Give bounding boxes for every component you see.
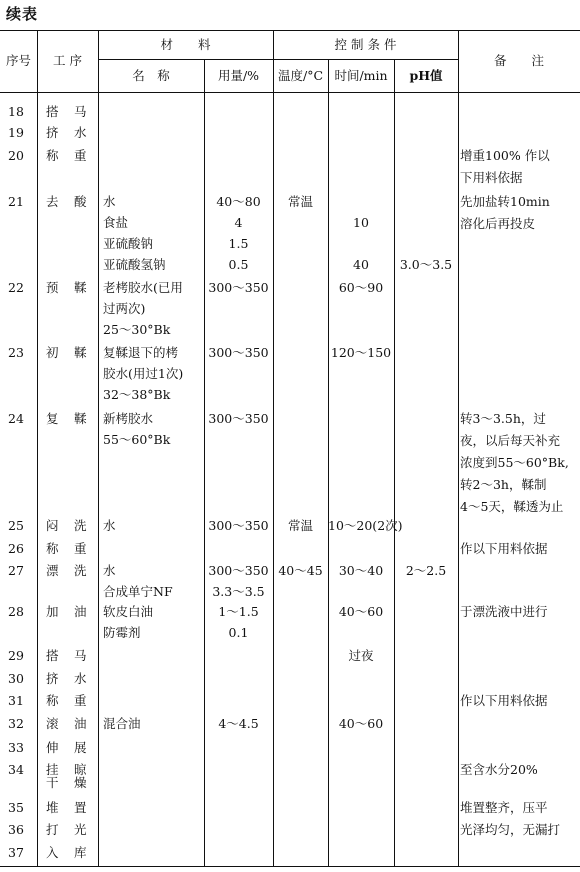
time-cell: 40 [353,257,369,272]
ph-cell: 3.0～3.5 [399,257,453,272]
process-char: 复 [46,411,59,426]
temp-cell: 常温 [287,194,313,209]
amount-cell: 300～350 [208,518,269,533]
process-char: 预 [46,280,59,295]
amount-cell: 300～350 [208,411,269,426]
time-cell: 过夜 [348,648,374,663]
process-char: 入 [46,845,59,860]
time-cell: 10～20(2次) [328,518,403,533]
row-number: 22 [8,280,24,295]
notes-cell: 转3～3.5h，过 [460,411,546,426]
row-number: 31 [8,693,24,708]
notes-cell: 转2～3h，鞣制 [460,477,547,492]
name-cell: 亚硫酸钠 [103,236,154,251]
temp-cell: 常温 [287,518,313,533]
amount-cell: 40～80 [216,194,261,209]
row-number: 36 [8,822,24,837]
amount-cell: 0.1 [228,625,249,640]
header-ph: pH值 [409,68,443,83]
name-cell: 水 [103,194,116,209]
process-char: 光 [74,822,87,837]
row-number: 35 [8,800,24,815]
row-number: 24 [8,411,24,426]
process-char: 堆 [46,800,59,815]
process-char: 搭 [46,648,59,663]
notes-cell: 作以下用料依据 [460,541,548,556]
name-cell: 32～38°Bk [103,387,171,402]
process-char: 挤 [46,671,59,686]
row-number: 34 [8,762,24,777]
amount-cell: 3.3～3.5 [212,584,265,599]
name-cell: 混合油 [103,716,141,731]
col-divider [328,59,329,866]
process-char: 燥 [74,775,87,790]
header-bottom-rule [0,92,580,93]
notes-cell: 溶化后再投皮 [460,216,536,231]
row-number: 32 [8,716,24,731]
process-char: 闷 [46,518,59,533]
row-number: 37 [8,845,24,860]
row-number: 23 [8,345,24,360]
col-divider [273,30,274,866]
name-cell: 55～60°Bk [103,432,171,447]
row-number: 20 [8,148,24,163]
process-char: 鞣 [74,411,87,426]
temp-cell: 40～45 [278,563,323,578]
amount-cell: 300～350 [208,345,269,360]
process-char: 晾 [74,762,87,777]
name-cell: 水 [103,563,116,578]
header-time: 时间/min [334,68,388,83]
row-number: 19 [8,125,24,140]
notes-cell: 于漂洗液中进行 [460,604,548,619]
header-control: 控 制 条 件 [334,37,397,52]
notes-cell: 浓度到55～60°Bk, [460,455,569,470]
name-cell: 复鞣退下的栲 [103,345,179,360]
header-process: 工 序 [53,53,82,68]
row-number: 29 [8,648,24,663]
row-number: 33 [8,740,24,755]
notes-cell: 光泽均匀，无漏打 [460,822,561,837]
process-char: 油 [74,716,87,731]
process-char: 挂 [46,762,59,777]
header-name: 名 称 [132,68,170,83]
notes-cell: 4～5天，鞣透为止 [460,499,564,514]
process-char: 搭 [46,104,59,119]
table-bottom-rule [0,866,580,867]
header-seq: 序号 [5,53,31,68]
process-char: 鞣 [74,280,87,295]
ph-cell: 2～2.5 [405,563,447,578]
process-char: 水 [74,671,87,686]
process-char: 伸 [46,740,59,755]
header-mid-rule [98,59,458,60]
amount-cell: 1.5 [228,236,249,251]
process-char: 油 [74,604,87,619]
process-char: 初 [46,345,59,360]
process-char: 加 [46,604,59,619]
process-char: 重 [74,148,87,163]
notes-cell: 增重100% 作以 [460,148,550,163]
name-cell: 过两次) [103,301,146,316]
name-cell: 水 [103,518,116,533]
name-cell: 合成单宁NF [103,584,173,599]
row-number: 25 [8,518,24,533]
header-temp: 温度/°C [277,68,324,83]
process-char: 鞣 [74,345,87,360]
header-materials: 材 料 [160,37,211,52]
header-notes: 备 注 [493,53,544,68]
amount-cell: 300～350 [208,563,269,578]
process-char: 置 [74,800,87,815]
amount-cell: 4 [234,215,243,230]
table-caption: 续表 [6,5,39,23]
process-char: 重 [74,541,87,556]
amount-cell: 4～4.5 [218,716,259,731]
process-char: 干 [46,775,59,790]
time-cell: 120～150 [330,345,392,360]
process-char: 重 [74,693,87,708]
process-char: 称 [46,693,59,708]
process-char: 滚 [46,716,59,731]
col-divider [37,30,38,866]
process-char: 水 [74,125,87,140]
process-char: 库 [74,845,87,860]
row-number: 28 [8,604,24,619]
amount-cell: 0.5 [228,257,249,272]
name-cell: 老栲胶水(已用 [103,280,183,295]
process-char: 展 [74,740,87,755]
time-cell: 30～40 [338,563,384,578]
row-number: 21 [8,194,24,209]
table-top-rule [0,30,580,31]
process-char: 去 [46,194,59,209]
header-amount: 用量/% [217,68,260,83]
name-cell: 胶水(用过1次) [103,366,184,381]
time-cell: 10 [353,215,369,230]
process-char: 漂 [46,563,59,578]
row-number: 26 [8,541,24,556]
notes-cell: 至含水分20% [460,762,538,777]
process-char: 打 [46,822,59,837]
notes-cell: 下用料依据 [460,170,523,185]
time-cell: 60～90 [338,280,384,295]
name-cell: 食盐 [103,215,129,230]
name-cell: 亚硫酸氢钠 [103,257,166,272]
name-cell: 新栲胶水 [103,411,154,426]
process-char: 挤 [46,125,59,140]
col-divider [458,30,459,866]
process-char: 洗 [74,563,87,578]
process-char: 称 [46,541,59,556]
process-char: 马 [74,104,87,119]
notes-cell: 夜，以后每天补充 [460,433,561,448]
notes-cell: 堆置整齐，压平 [460,800,548,815]
col-divider [394,59,395,866]
notes-cell: 作以下用料依据 [460,693,548,708]
col-divider [204,59,205,866]
name-cell: 25～30°Bk [103,322,171,337]
name-cell: 软皮白油 [103,604,154,619]
process-char: 称 [46,148,59,163]
row-number: 30 [8,671,24,686]
time-cell: 40～60 [338,604,384,619]
process-char: 马 [74,648,87,663]
name-cell: 防霉剂 [103,625,141,640]
notes-cell: 先加盐转10min [460,194,550,209]
process-char: 酸 [74,194,87,209]
row-number: 27 [8,563,24,578]
time-cell: 40～60 [338,716,384,731]
amount-cell: 1～1.5 [218,604,259,619]
col-divider [98,30,99,866]
amount-cell: 300～350 [208,280,269,295]
process-char: 洗 [74,518,87,533]
row-number: 18 [8,104,24,119]
